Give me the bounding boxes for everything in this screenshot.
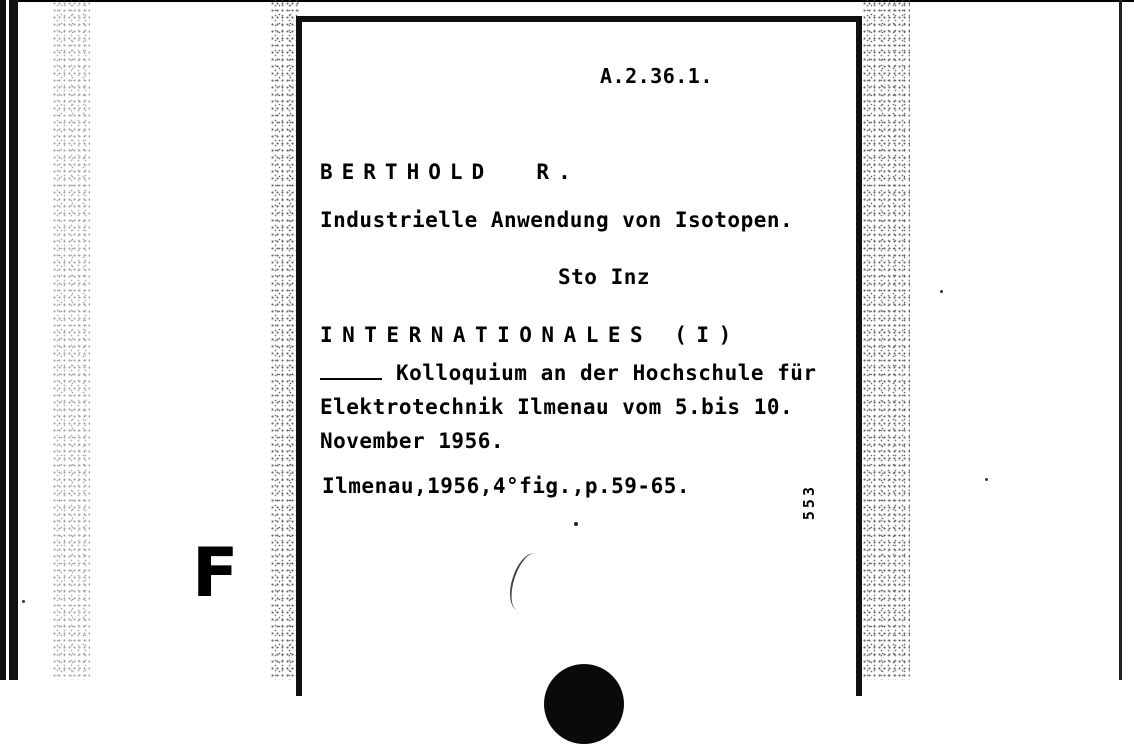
scan-right-border bbox=[1119, 0, 1122, 680]
blank-underline bbox=[320, 378, 382, 380]
punch-hole bbox=[544, 664, 624, 744]
scan-top-border bbox=[0, 0, 1134, 6]
scan-noise-left bbox=[52, 0, 90, 680]
margin-letter-f: F bbox=[192, 534, 239, 613]
conference-line-3: November 1956. bbox=[320, 429, 505, 453]
stray-mark bbox=[985, 478, 988, 481]
ink-dot bbox=[574, 522, 578, 526]
catalog-card bbox=[296, 16, 862, 696]
title: Industrielle Anwendung von Isotopen. bbox=[320, 208, 794, 232]
conference-text-1: Kolloquium an der Hochschule für bbox=[396, 361, 817, 385]
side-number: 553 bbox=[800, 484, 818, 521]
call-number: A.2.36.1. bbox=[600, 64, 713, 88]
conference-line-2: Elektrotechnik Ilmenau vom 5.bis 10. bbox=[320, 395, 794, 419]
stray-mark bbox=[940, 290, 943, 293]
subject-code: Sto Inz bbox=[558, 265, 651, 289]
imprint: Ilmenau,1956,4°fig.,p.59-65. bbox=[322, 474, 691, 498]
conference-line-1 bbox=[320, 361, 817, 385]
series-heading: INTERNATIONALES (I) bbox=[320, 323, 741, 347]
stray-mark bbox=[22, 600, 25, 603]
scan-left-border bbox=[0, 0, 18, 680]
author: BERTHOLD R. bbox=[320, 160, 580, 184]
pen-mark bbox=[503, 549, 550, 615]
scan-noise-card-right bbox=[862, 0, 910, 680]
